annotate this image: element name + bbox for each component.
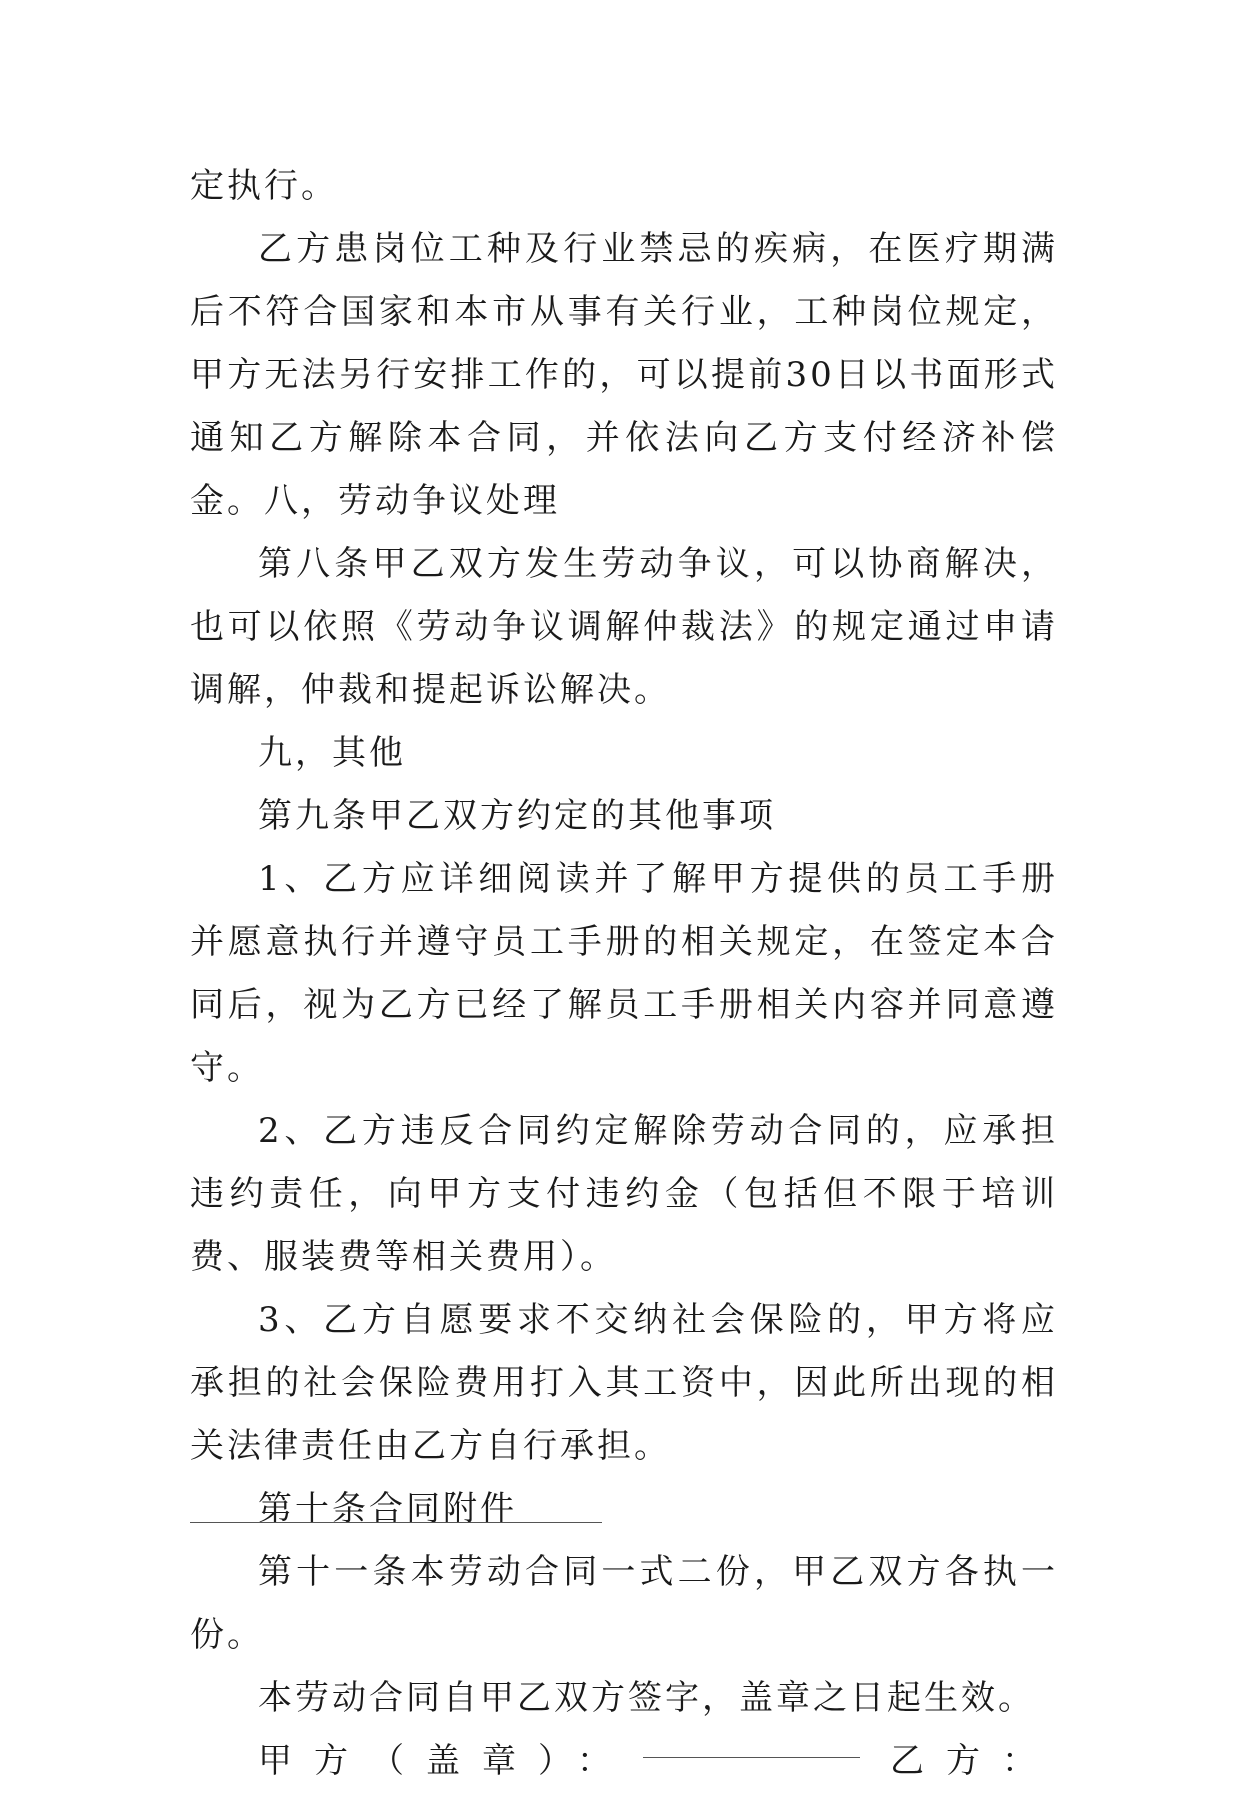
signature-line [190, 1730, 1058, 1793]
party-b-signature-blank [190, 1522, 602, 1523]
paragraph-3: 第八条甲乙双方发生劳动争议，可以协商解决，也可以依照《劳动争议调解仲裁法》的规定通过申请调解，仲裁和提起诉讼解决。 [190, 544, 1058, 710]
paragraph-10: 第十一条本劳动合同一式二份，甲乙双方各执一份。 [190, 1552, 1058, 1655]
paragraph-2: 乙方患岗位工种及行业禁忌的疾病，在医疗期满后不符合国家和本市从事有关行业，工种岗位规定，甲方无法另行安排工作的，可以提前30日以书面形式通知乙方解除本合同，并依法向乙方支付经济补偿金。八，劳动争议处理 [190, 229, 1058, 521]
paragraph-9: 第十条合同附件 [258, 1489, 517, 1529]
party-a-label: 甲方（盖章）： [258, 1741, 633, 1781]
paragraph-4: 九，其他 [258, 733, 406, 773]
party-b-label: 乙方： [890, 1741, 1058, 1781]
document-body [190, 155, 1058, 1793]
party-a-signature-blank [643, 1717, 860, 1758]
paragraph-6: 1、乙方应详细阅读并了解甲方提供的员工手册并愿意执行并遵守员工手册的相关规定，在签定本合同后，视为乙方已经了解员工手册相关内容并同意遵守。 [190, 859, 1058, 1088]
paragraph-1: 定执行。 [190, 166, 338, 206]
paragraph-7: 2、乙方违反合同约定解除劳动合同的，应承担违约责任，向甲方支付违约金（包括但不限于培训费、服装费等相关费用）。 [190, 1111, 1058, 1277]
paragraph-8: 3、乙方自愿要求不交纳社会保险的，甲方将应承担的社会保险费用打入其工资中，因此所出现的相关法律责任由乙方自行承担。 [190, 1300, 1058, 1466]
paragraph-5: 第九条甲乙双方约定的其他事项 [258, 796, 776, 836]
paragraph-11: 本劳动合同自甲乙双方签字，盖章之日起生效。 [258, 1678, 1035, 1718]
